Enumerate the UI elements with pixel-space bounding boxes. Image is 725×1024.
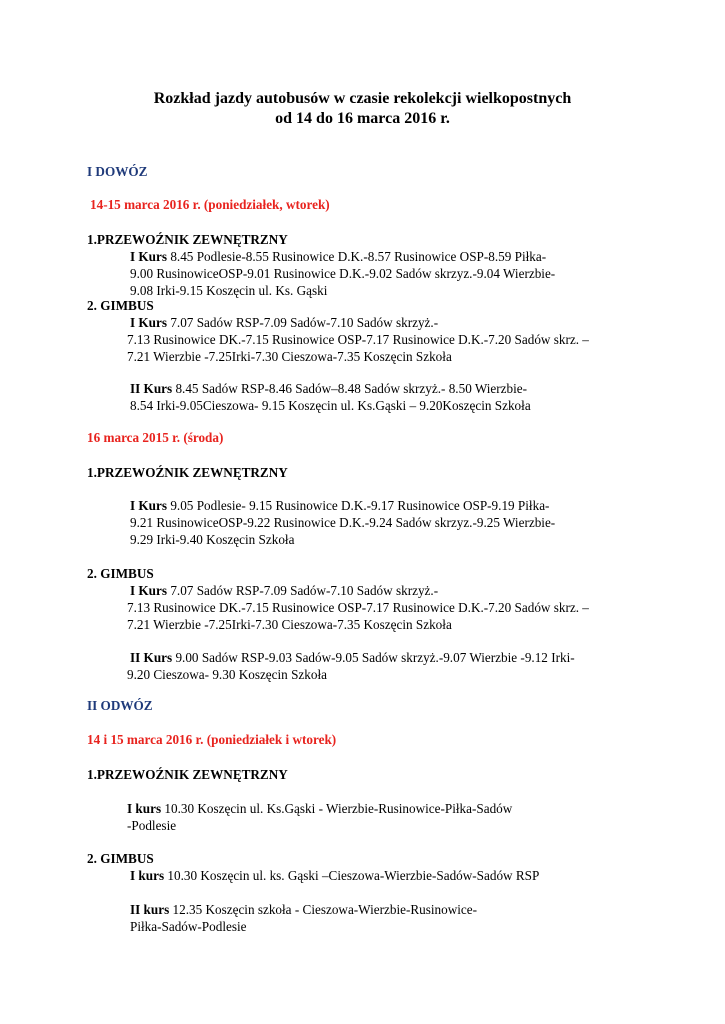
gimbus-heading: 2. GIMBUS xyxy=(87,298,154,313)
route-line: 9.08 Irki-9.15 Koszęcin ul. Ks. Gąski xyxy=(130,283,328,298)
section-heading-dowoz: I DOWÓZ xyxy=(87,164,148,179)
route-label: I Kurs xyxy=(130,583,168,598)
route-line: 9.21 RusinowiceOSP-9.22 Rusinowice D.K.-9.24 Sadów skrzyz.-9.25 Wierzbie- xyxy=(130,515,556,530)
route-line: I Kurs 8.45 Podlesie-8.55 Rusinowice D.K.-8.57 Rusinowice OSP-8.59 Piłka- xyxy=(130,249,547,264)
gimbus-heading: 2. GIMBUS xyxy=(87,566,154,581)
page-title-line-2: od 14 do 16 marca 2016 r. xyxy=(275,110,450,127)
section-heading-odwoz: II ODWÓZ xyxy=(87,698,153,713)
route-line: I kurs 10.30 Koszęcin ul. ks. Gąski –Cieszowa-Wierzbie-Sadów-Sadów RSP xyxy=(130,868,540,883)
route-line: 9.20 Cieszowa- 9.30 Koszęcin Szkoła xyxy=(127,667,327,682)
gimbus-heading: 2. GIMBUS xyxy=(87,851,154,866)
route-line: 8.54 Irki-9.05Cieszowa- 9.15 Koszęcin ul. Ks.Gąski – 9.20Koszęcin Szkoła xyxy=(130,398,531,413)
date-heading: 16 marca 2015 r. (środa) xyxy=(87,430,224,445)
route-line: 9.00 RusinowiceOSP-9.01 Rusinowice D.K.-9.02 Sadów skrzyz.-9.04 Wierzbie- xyxy=(130,266,556,281)
route-label: I Kurs xyxy=(130,249,168,264)
route-line: II Kurs 9.00 Sadów RSP-9.03 Sadów-9.05 Sadów skrzyż.-9.07 Wierzbie -9.12 Irki- xyxy=(130,650,575,665)
route-label: II kurs xyxy=(130,902,170,917)
route-label: I Kurs xyxy=(130,498,168,513)
route-label: II Kurs xyxy=(130,650,173,665)
route-label: I Kurs xyxy=(130,315,168,330)
route-line: -Podlesie xyxy=(127,818,177,833)
route-line: 9.29 Irki-9.40 Koszęcin Szkoła xyxy=(130,532,295,547)
route-line: I kurs 10.30 Koszęcin ul. Ks.Gąski - Wierzbie-Rusinowice-Piłka-Sadów xyxy=(127,801,513,816)
route-label: II Kurs xyxy=(130,381,173,396)
carrier-heading: 1.PRZEWOŹNIK ZEWNĘTRZNY xyxy=(87,767,288,782)
route-line: Piłka-Sadów-Podlesie xyxy=(130,919,247,934)
route-line: II kurs 12.35 Koszęcin szkoła - Cieszowa-Wierzbie-Rusinowice- xyxy=(130,902,478,917)
route-line: II Kurs 8.45 Sadów RSP-8.46 Sadów–8.48 Sadów skrzyż.- 8.50 Wierzbie- xyxy=(130,381,528,396)
route-line: I Kurs 7.07 Sadów RSP-7.09 Sadów-7.10 Sadów skrzyż.- xyxy=(130,583,439,598)
route-label: I kurs xyxy=(130,868,165,883)
carrier-heading: 1.PRZEWOŹNIK ZEWNĘTRZNY xyxy=(87,232,288,247)
date-heading: 14-15 marca 2016 r. (poniedziałek, wtorek) xyxy=(90,197,330,212)
page-title-line-1: Rozkład jazdy autobusów w czasie rekolekcji wielkopostnych xyxy=(153,90,572,107)
carrier-heading: 1.PRZEWOŹNIK ZEWNĘTRZNY xyxy=(87,465,288,480)
route-line: I Kurs 9.05 Podlesie- 9.15 Rusinowice D.K.-9.17 Rusinowice OSP-9.19 Piłka- xyxy=(130,498,550,513)
route-line: 7.13 Rusinowice DK.-7.15 Rusinowice OSP-7.17 Rusinowice D.K.-7.20 Sadów skrz. – xyxy=(127,600,589,615)
route-line: 7.21 Wierzbie -7.25Irki-7.30 Cieszowa-7.35 Koszęcin Szkoła xyxy=(127,617,452,632)
route-label: I kurs xyxy=(127,801,162,816)
date-heading: 14 i 15 marca 2016 r. (poniedziałek i wtorek) xyxy=(87,732,337,747)
route-line: I Kurs 7.07 Sadów RSP-7.09 Sadów-7.10 Sadów skrzyż.- xyxy=(130,315,439,330)
route-line: 7.13 Rusinowice DK.-7.15 Rusinowice OSP-7.17 Rusinowice D.K.-7.20 Sadów skrz. – xyxy=(127,332,589,347)
route-line: 7.21 Wierzbie -7.25Irki-7.30 Cieszowa-7.35 Koszęcin Szkoła xyxy=(127,349,452,364)
